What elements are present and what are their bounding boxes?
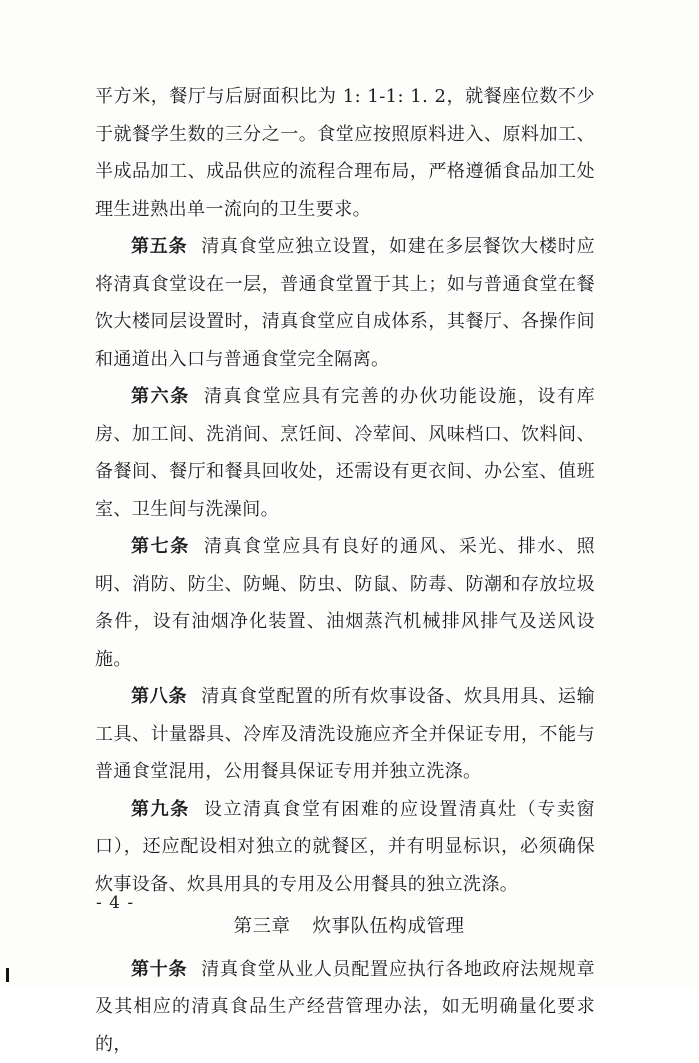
paragraph-text: 平方米，餐厅与后厨面积比为 1: 1-1: 1. 2，就餐座位数不少于就餐学生数的三分之一。食堂应按照原料进入、原料加工、半成品加工、成品供应的流程合理布局，严格遵循食品加工处理生进熟出单一流向的卫生要求。 xyxy=(95,86,595,220)
article-text: 清真食堂应具有良好的通风、采光、排水、照明、消防、防尘、防蝇、防虫、防鼠、防毒、防潮和存放垃圾条件，设有油烟净化装置、油烟蒸汽机械排风排气及送风设施。 xyxy=(95,536,595,670)
article-7 xyxy=(95,528,595,678)
article-text: 清真食堂配置的所有炊事设备、炊具用具、运输工具、计量器具、冷库及清洗设施应齐全并保证专用，不能与普通食堂混用，公用餐具保证专用并独立洗涤。 xyxy=(95,686,595,782)
chapter-title: 炊事队伍构成管理 xyxy=(313,916,465,937)
article-number: 第五条 xyxy=(131,236,187,257)
article-number: 第十条 xyxy=(131,959,187,980)
article-5 xyxy=(95,228,595,378)
article-number: 第六条 xyxy=(131,386,190,407)
article-text: 清真食堂从业人员配置应执行各地政府法规规章及其相应的清真食品生产经营管理办法，如无明确量化要求的， xyxy=(95,959,595,1055)
article-8 xyxy=(95,678,595,791)
article-number: 第八条 xyxy=(131,686,187,707)
page-body xyxy=(95,78,595,1063)
article-text: 设立清真食堂有困难的应设置清真灶（专卖窗口），还应配设相对独立的就餐区，并有明显标识，必须确保炊事设备、炊具用具的专用及公用餐具的独立洗涤。 xyxy=(95,799,595,895)
scan-mark xyxy=(6,968,9,982)
article-number: 第九条 xyxy=(131,799,190,820)
article-9 xyxy=(95,791,595,904)
article-10 xyxy=(95,951,595,1063)
paragraph-continued xyxy=(95,78,595,228)
chapter-number: 第三章 xyxy=(233,916,290,937)
article-6 xyxy=(95,378,595,528)
chapter-heading xyxy=(95,903,595,951)
article-number: 第七条 xyxy=(131,536,190,557)
article-text: 清真食堂应具有完善的办伙功能设施，设有库房、加工间、洗消间、烹饪间、冷荤间、风味档口、饮料间、备餐间、餐厅和餐具回收处，还需设有更衣间、办公室、值班室、卫生间与洗澡间。 xyxy=(95,386,595,520)
page-number: - 4 - xyxy=(96,893,134,913)
article-text: 清真食堂应独立设置，如建在多层餐饮大楼时应将清真食堂设在一层，普通食堂置于其上；如与普通食堂在餐饮大楼同层设置时，清真食堂应自成体系，其餐厅、各操作间和通道出入口与普通食堂完全隔离。 xyxy=(95,236,595,370)
